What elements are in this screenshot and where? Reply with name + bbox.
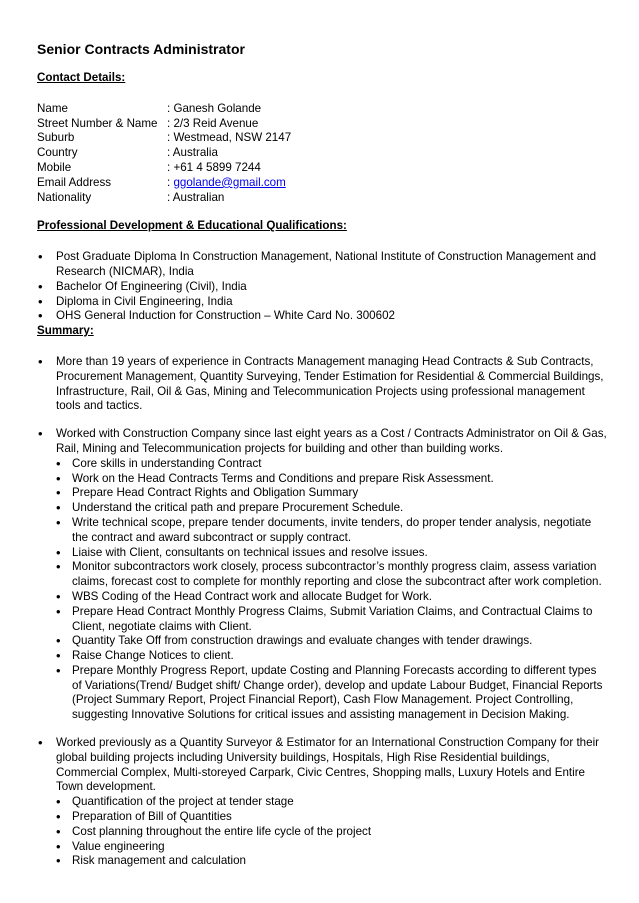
sub-list-item: • Raise Change Notices to client. [56,649,609,664]
sub-list-item: • Prepare Head Contract Rights and Obligation Summary [56,486,609,501]
contact-value: : +61 4 5899 7244 [167,160,261,174]
contact-label: Mobile [37,160,72,174]
sub-list-item: • Monitor subcontractors work closely, process subcontractor’s monthly progress claim, assess variation claims, forecast cost to complete for monthly reporting and close the subcontract after work completion. [56,560,609,590]
sub-list-item: • Value engineering [56,840,609,855]
contact-label: Name [37,101,68,115]
list-item: • Bachelor Of Engineering (Civil), India [37,280,609,295]
quantity-surveyor-sublist [56,795,609,869]
qualifications-heading: Professional Development & Educational Qualifications: [37,219,347,233]
sub-list-item: • Understand the critical path and prepare Procurement Schedule. [56,501,609,516]
contact-row-email [37,176,609,191]
contact-value: : 2/3 Reid Avenue [167,116,259,130]
contact-label: Nationality [37,190,92,204]
contact-label: Street Number & Name [37,116,158,130]
contact-value: : Australia [167,146,218,160]
summary-item-quantity-surveyor [37,736,609,869]
page-title: Senior Contracts Administrator [37,41,245,57]
contact-row-street [37,117,609,132]
summary-heading: Summary: [37,324,94,338]
contact-row-name [37,102,609,117]
contact-label: Suburb [37,131,75,145]
sub-list-item: • Cost planning throughout the entire life cycle of the project [56,825,609,840]
contact-row-country [37,146,609,161]
email-prefix: : [167,175,174,189]
list-item: • OHS General Induction for Construction – White Card No. 300602 [37,309,609,324]
summary-list [37,355,609,869]
contact-value [167,176,286,191]
contact-row-nationality [37,191,609,206]
contact-value: : Australian [167,190,225,204]
list-item: • Post Graduate Diploma In Construction Management, National Institute of Construction Management and Research (NICMAR), India [37,250,609,280]
contact-value: : Ganesh Golande [167,101,262,115]
summary-item-experience [37,355,609,414]
sub-list-item: • Prepare Head Contract Monthly Progress Claims, Submit Variation Claims, and Contractual Claims to Client, negotiate claims with Client. [56,605,609,635]
resume-page [37,40,609,869]
sub-list-item: • Quantity Take Off from construction drawings and evaluate changes with tender drawings. [56,634,609,649]
contact-heading: Contact Details: [37,71,126,84]
contact-label: Email Address [37,175,112,189]
contracts-admin-sublist [56,457,609,723]
list-item: • Diploma in Civil Engineering, India [37,295,609,310]
email-link[interactable]: ggolande@gmail.com [173,175,286,189]
list-item-text: Worked previously as a Quantity Surveyor & Estimator for an International Construction Company for their global building projects including University buildings, Hospitals, High Rise Residential buildings, Commercial Complex, Multi-storeyed Carpark, Civic Centres, Shopping malls, Luxury Hotels and Entire Town development. [56,736,600,794]
contact-row-mobile [37,161,609,176]
contact-value: : Westmead, NSW 2147 [167,131,292,145]
sub-list-item: • Write technical scope, prepare tender documents, invite tenders, do proper tender analysis, negotiate the contract and award subcontract or supply contract. [56,516,609,546]
summary-item-contracts-admin [37,427,609,723]
sub-list-item: • Prepare Monthly Progress Report, update Costing and Planning Forecasts according to different types of Variations(Trend/ Budget shift/ Change order), develop and update Labour Budget, Financial Reports (Project Summary Report, Project Financial Report), Cash Flow Management. Project Controlling, suggesting Innovative Solutions for critical issues and assisting management in Decision Making. [56,664,609,723]
sub-list-item: • Preparation of Bill of Quantities [56,810,609,825]
contact-details [37,102,609,206]
qualifications-list [37,250,609,324]
sub-list-item: • Risk management and calculation [56,854,609,869]
sub-list-item: • Work on the Head Contracts Terms and Conditions and prepare Risk Assessment. [56,472,609,487]
contact-label: Country [37,146,78,160]
sub-list-item: • Core skills in understanding Contract [56,457,609,472]
sub-list-item: • Liaise with Client, consultants on technical issues and resolve issues. [56,546,609,561]
sub-list-item: • Quantification of the project at tender stage [56,795,609,810]
contact-row-suburb [37,131,609,146]
sub-list-item: • WBS Coding of the Head Contract work and allocate Budget for Work. [56,590,609,605]
list-item-text: Worked with Construction Company since last eight years as a Cost / Contracts Administrator on Oil & Gas, Rail, Mining and Telecommunication projects for building and other than building works. [56,427,607,455]
list-item-text: More than 19 years of experience in Contracts Management managing Head Contracts & Sub Contracts, Procurement Management, Quantity Surveying, Tender Estimation for Residential & Commercial Buildings, Infrastructure, Rail, Oil & Gas, Mining and Telecommunication Projects using professional management tools and tactics. [56,354,604,413]
